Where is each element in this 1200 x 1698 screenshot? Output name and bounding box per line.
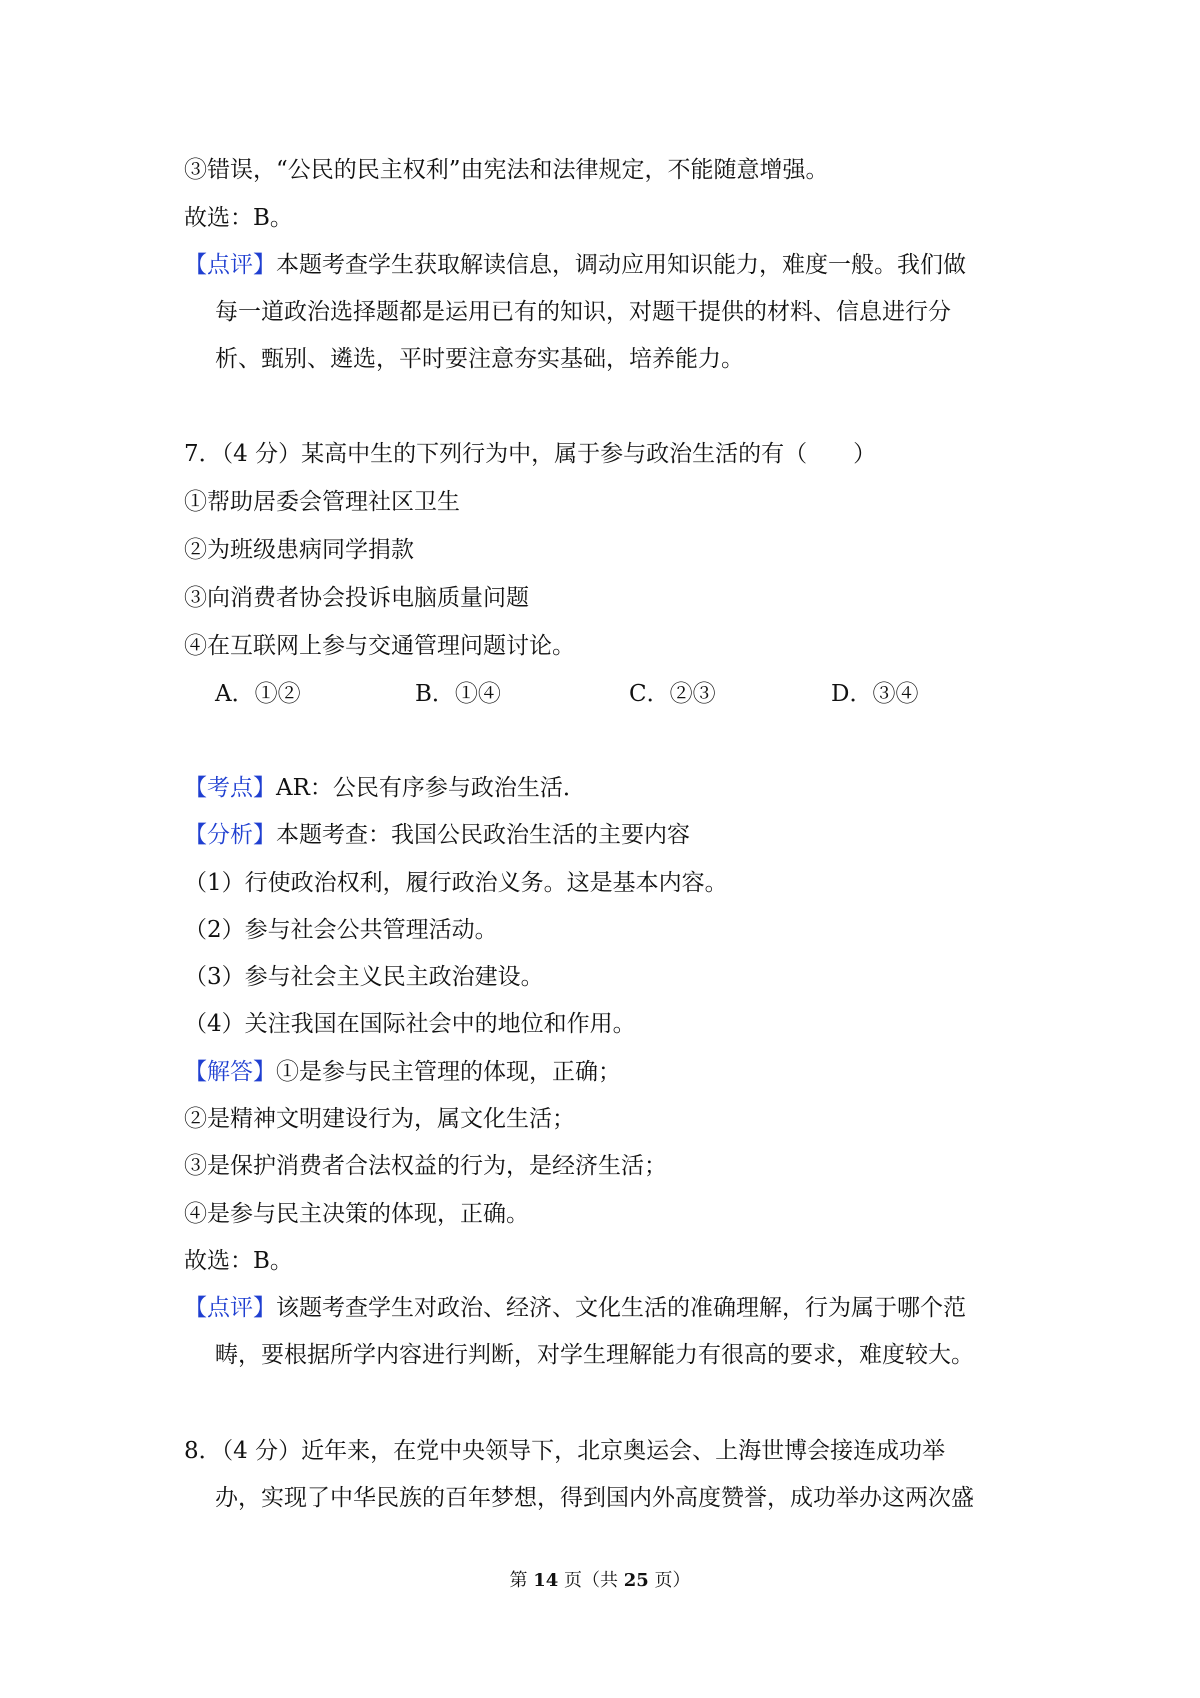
fenxi-point-4: （4）关注我国在国际社会中的地位和作用。 [184,1011,636,1037]
fenxi-point-1: （1）行使政治权利，履行政治义务。这是基本内容。 [184,870,728,896]
q6-comment-text-3: 析、甄别、遴选，平时要注意夯实基础，培养能力。 [215,346,744,372]
q7-comment [184,1297,966,1320]
q7-stem: 7．（4 分）某高中生的下列行为中，属于参与政治生活的有（ ） [184,441,877,467]
q7-fenxi [184,824,690,847]
comment-tag: 【点评】 [184,252,276,278]
footer-mid: 页（共 [558,1570,624,1591]
q7-item-1: ①帮助居委会管理社区卫生 [184,489,460,515]
option-b: B．①④ [415,681,501,707]
q6-answer: 故选：B。 [184,205,293,231]
option-c: C．②③ [629,681,716,707]
q7-kaodian [184,777,586,800]
q6-comment-text-2: 每一道政治选择题都是运用已有的知识，对题干提供的材料、信息进行分 [215,299,951,325]
q7-answer: 故选：B。 [184,1248,293,1274]
footer-prefix: 第 [509,1570,534,1591]
page-footer [0,1566,1200,1592]
jieda-point-4: ④是参与民主决策的体现，正确。 [184,1201,529,1227]
jieda-point-3: ③是保护消费者合法权益的行为，是经济生活； [184,1153,667,1179]
fenxi-point-3: （3）参与社会主义民主政治建设。 [184,964,544,990]
q6-item3: ③错误，“公民的民主权利”由宪法和法律规定，不能随意增强。 [184,157,829,183]
option-d: D．③④ [831,681,919,707]
q7-jieda [184,1061,621,1084]
comment-tag: 【点评】 [184,1295,276,1321]
q7-item-2: ②为班级患病同学捐款 [184,537,414,563]
fenxi-point-2: （2）参与社会公共管理活动。 [184,917,498,943]
jieda-tag: 【解答】 [184,1059,276,1085]
kaodian-tag: 【考点】 [184,775,276,801]
q8-stem-1: 8．（4 分）近年来，在党中央领导下，北京奥运会、上海世博会接连成功举 [184,1438,946,1464]
fenxi-text: 本题考查：我国公民政治生活的主要内容 [276,822,690,848]
q7-item-4: ④在互联网上参与交通管理问题讨论。 [184,633,575,659]
jieda-text: ①是参与民主管理的体现，正确； [276,1059,621,1085]
q8-stem-2: 办，实现了中华民族的百年梦想，得到国内外高度赞誉，成功举办这两次盛 [215,1485,974,1511]
q6-comment-text-1: 本题考查学生获取解读信息，调动应用知识能力，难度一般。我们做 [276,252,966,278]
q7-comment-text-1: 该题考查学生对政治、经济、文化生活的准确理解，行为属于哪个范 [276,1295,966,1321]
q7-item-3: ③向消费者协会投诉电脑质量问题 [184,585,529,611]
jieda-point-2: ②是精神文明建设行为，属文化生活； [184,1106,575,1132]
fenxi-tag: 【分析】 [184,822,276,848]
kaodian-text: AR：公民有序参与政治生活． [276,775,586,801]
footer-page-number: 14 [533,1570,559,1591]
footer-total-pages: 25 [623,1570,649,1591]
option-a: A．①② [215,681,301,707]
footer-suffix: 页） [648,1570,691,1591]
q6-comment [184,254,966,277]
q7-comment-text-2: 畴，要根据所学内容进行判断，对学生理解能力有很高的要求，难度较大。 [215,1342,974,1368]
